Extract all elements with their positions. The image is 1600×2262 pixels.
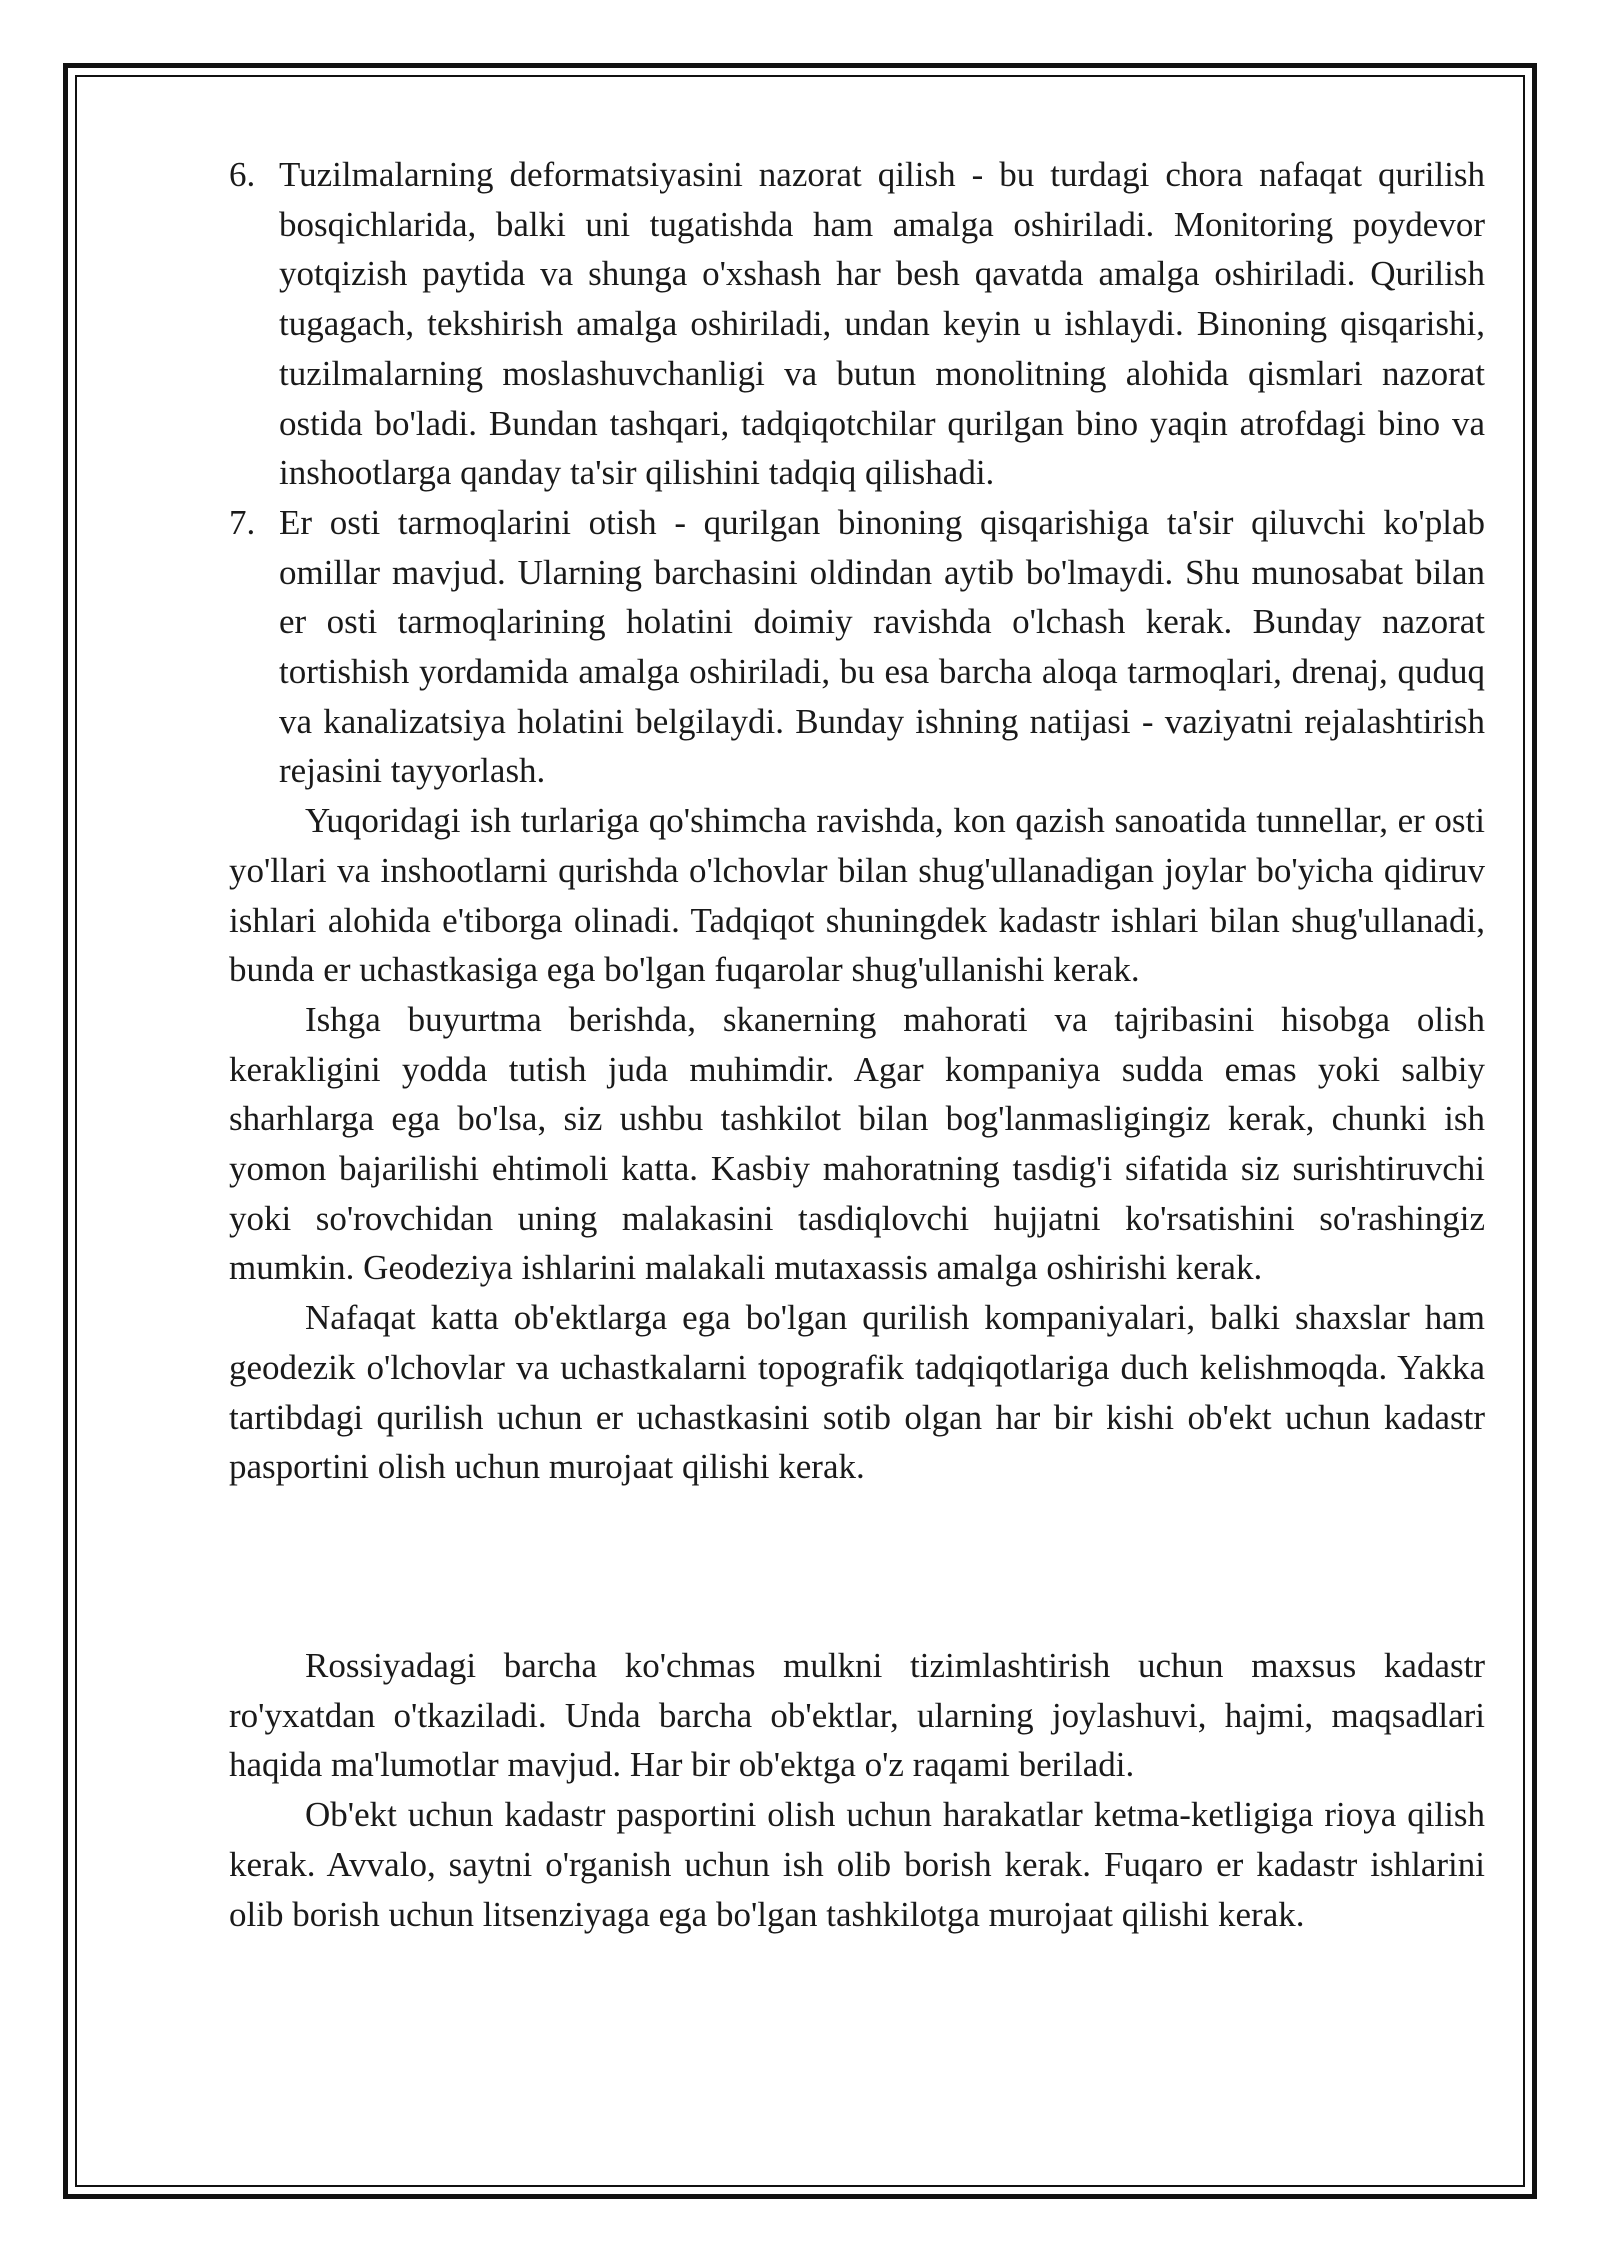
list-text: Er osti tarmoqlarini otish - qurilgan binoning qisqarishiga ta'sir qiluvchi ko'plab omillar mavjud. Ularning barchasini oldindan aytib bo'lmaydi. Shu munosabat bilan er osti tarmoqlarining holatini doimiy ravishda o'lchash kerak. Bunday nazorat tortishish yordamida amalga oshiriladi, bu esa barcha aloqa tarmoqlari, drenaj, quduq va kanalizatsiya holatini belgilaydi. Bunday ishning natijasi - vaziyatni rejalashtirish rejasini tayyorlash. xyxy=(279,502,1485,791)
paragraph-individuals: Nafaqat katta ob'ektlarga ega bo'lgan qurilish kompaniyalari, balki shaxslar ham geodezik o'lchovlar va uchastkalarni topografik tadqiqotlariga duch kelishmoqda. Yakka tartibdagi qurilish uchun er uchastkasini sotib olgan har bir kishi ob'ekt uchun kadastr pasportini olish uchun murojaat qilishi kerak. xyxy=(229,1298,1485,1487)
paragraph-cadastre-registry: Rossiyadagi barcha ko'chmas mulkni tizimlashtirish uchun maxsus kadastr ro'yxatdan o'tkaziladi. Unda barcha ob'ektlar, ularning joylashuvi, hajmi, maqsadlari haqida ma'lumotlar mavjud. Har bir ob'ektga o'z raqami beriladi. xyxy=(229,1645,1485,1785)
list-number: 7. xyxy=(229,502,256,542)
list-item-6 xyxy=(229,150,1485,498)
paragraph-cadastre-passport: Ob'ekt uchun kadastr pasportini olish uchun harakatlar ketma-ketligiga rioya qilish kerak. Avvalo, saytni o'rganish uchun ish olib borish kerak. Fuqaro er kadastr ishlarini olib borish uchun litsenziyaga ega bo'lgan tashkilotga murojaat qilishi kerak. xyxy=(229,1795,1485,1934)
list-number: 6. xyxy=(229,155,256,194)
list-item-7 xyxy=(229,498,1485,796)
paragraph-ordering-work: Ishga buyurtma berishda, skanerning mahorati va tajribasini hisobga olish kerakligini yodda tutish juda muhimdir. Agar kompaniya sudda emas yoki salbiy sharhlarga ega bo'lsa, siz ushbu tashkilot bilan bog'lanmasligingiz kerak, chunki ish yomon bajarilishi ehtimoli katta. Kasbiy mahoratning tasdig'i sifatida siz surishtiruvchi yoki so'rovchidan uning malakasini tasdiqlovchi hujjatni ko'rsatishini so'rashingiz mumkin. Geodeziya ishlarini malakali mutaxassis amalga oshirishi kerak. xyxy=(229,999,1485,1288)
document-body xyxy=(229,150,1485,1939)
paragraph-survey-types: Yuqoridagi ish turlariga qo'shimcha ravishda, kon qazish sanoatida tunnellar, er osti yo'llari va inshootlarni qurishda o'lchovlar bilan shug'ullanadigan joylar bo'yicha qidiruv ishlari alohida e'tiborga olinadi. Tadqiqot shuningdek kadastr ishlari bilan shug'ullanadi, bunda er uchastkasiga ega bo'lgan fuqarolar shug'ullanishi kerak. xyxy=(229,801,1485,990)
list-text: Tuzilmalarning deformatsiyasini nazorat qilish - bu turdagi chora nafaqat qurilish bosqichlarida, balki uni tugatishda ham amalga oshiriladi. Monitoring poydevor yotqizish paytida va shunga o'xshash har besh qavatda amalga oshiriladi. Qurilish tugagach, tekshirish amalga oshiriladi, undan keyin u ishlaydi. Binoning qisqarishi, tuzilmalarning moslashuvchanligi va butun monolitning alohida qismlari nazorat ostida bo'ladi. Bundan tashqari, tadqiqotchilar qurilgan bino yaqin atrofdagi bino va inshootlarga qanday ta'sir qilishini tadqiq qilishadi. xyxy=(279,155,1485,493)
blank-gap xyxy=(229,1492,1485,1641)
